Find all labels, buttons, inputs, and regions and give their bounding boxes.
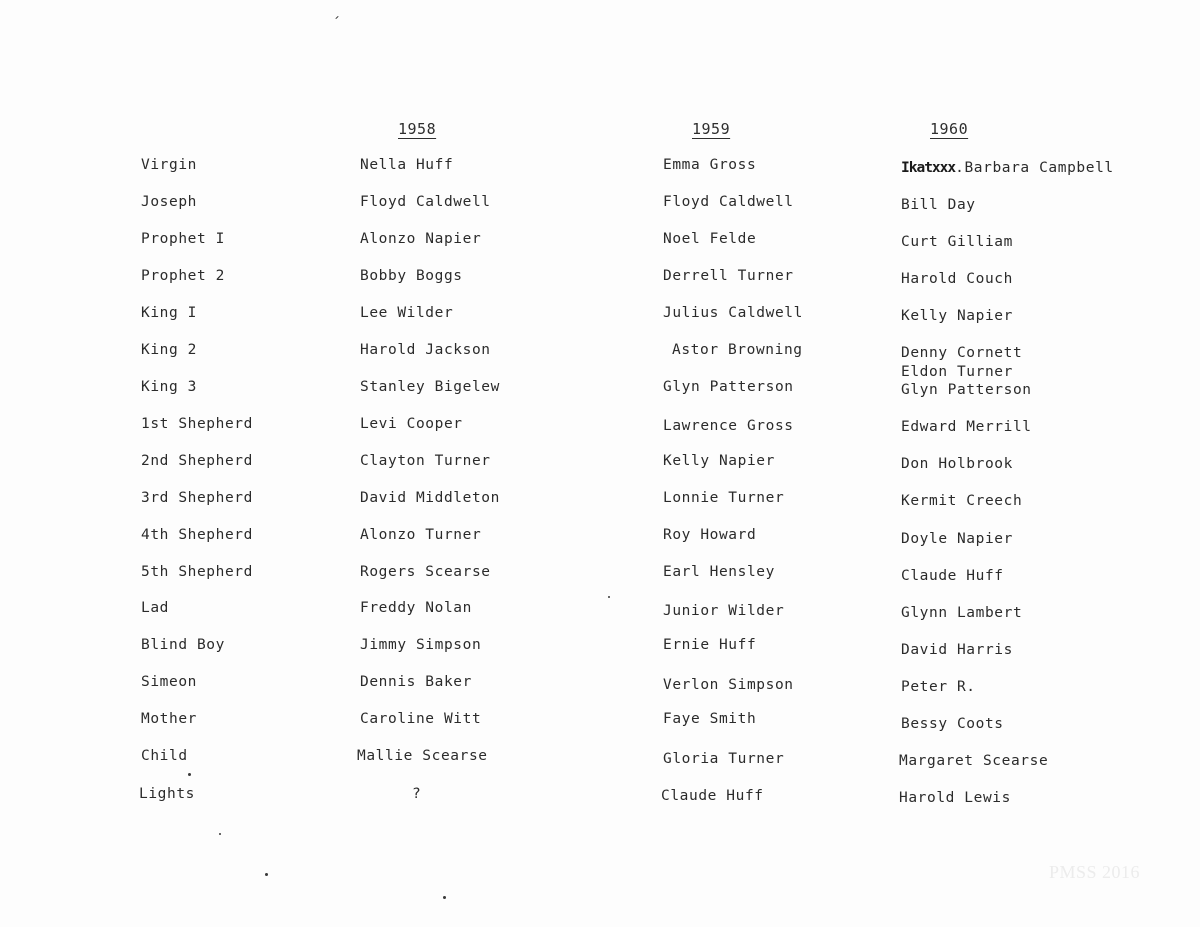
actor-1960: Barbara Campbell: [964, 160, 1114, 176]
actor-1960-cell: [901, 160, 1114, 176]
actor-1958: Freddy Nolan: [360, 600, 472, 616]
actor-1960: Edward Merrill: [901, 419, 1032, 435]
cast-row-5th-shepherd: [0, 564, 1200, 588]
cast-row-prophet-1: [0, 231, 1200, 255]
role-label: Simeon: [141, 674, 197, 690]
cast-row-virgin: [0, 157, 1200, 181]
actor-1958: Lee Wilder: [360, 305, 454, 321]
actor-1958: Jimmy Simpson: [360, 637, 482, 653]
cast-row-mother: [0, 711, 1200, 735]
role-label: Joseph: [141, 194, 197, 210]
scan-speck: [265, 873, 268, 876]
actor-1959: Verlon Simpson: [663, 677, 794, 693]
archive-watermark: PMSS 2016: [1048, 862, 1140, 882]
actor-1958: Stanley Bigelew: [360, 379, 500, 395]
actor-1960: Harold Couch: [901, 271, 1013, 287]
actor-1959: Ernie Huff: [663, 637, 757, 653]
role-label: Virgin: [141, 157, 197, 173]
actor-1959: Julius Caldwell: [663, 305, 803, 321]
actor-1960: Denny Cornett: [901, 345, 1023, 361]
cast-row-lad: [0, 600, 1200, 624]
year-heading-1958: 1958: [398, 120, 437, 138]
actor-1958: David Middleton: [360, 490, 500, 506]
actor-1959: Floyd Caldwell: [663, 194, 794, 210]
year-heading-1959: 1959: [692, 120, 731, 138]
actor-1960: Claude Huff: [901, 568, 1004, 584]
actor-1959: Gloria Turner: [663, 751, 785, 767]
role-label: King I: [141, 305, 197, 321]
actor-1958: Rogers Scearse: [360, 564, 491, 580]
cast-row-simeon: [0, 674, 1200, 698]
actor-1960: Kermit Creech: [901, 493, 1023, 509]
role-label: 4th Shepherd: [141, 527, 253, 543]
role-label: Prophet I: [141, 231, 225, 247]
scan-speck: [443, 896, 446, 899]
role-label: Blind Boy: [141, 637, 225, 653]
actor-1960: Doyle Napier: [901, 531, 1013, 547]
cast-row-prophet-2: [0, 268, 1200, 292]
cast-row-4th-shepherd: [0, 527, 1200, 551]
actor-1958: Alonzo Turner: [360, 527, 482, 543]
actor-1958: Bobby Boggs: [360, 268, 463, 284]
actor-1960-added-above: Eldon Turner: [901, 364, 1013, 380]
role-label: Child: [141, 748, 188, 764]
actor-1958: Levi Cooper: [360, 416, 463, 432]
cast-row-king-1: [0, 305, 1200, 329]
actor-1959: Lawrence Gross: [663, 418, 794, 434]
actor-1958: Nella Huff: [360, 157, 454, 173]
role-label: Prophet 2: [141, 268, 225, 284]
actor-1959: Emma Gross: [663, 157, 757, 173]
actor-1959: Astor Browning: [672, 342, 803, 358]
actor-1959: Noel Felde: [663, 231, 757, 247]
actor-1958: Clayton Turner: [360, 453, 491, 469]
role-label: 1st Shepherd: [141, 416, 253, 432]
cast-row-blind-boy: [0, 637, 1200, 661]
cast-row-child: [0, 748, 1200, 772]
actor-1959: Kelly Napier: [663, 453, 775, 469]
cast-row-lights: [0, 786, 1200, 810]
role-label: 2nd Shepherd: [141, 453, 253, 469]
actor-1958: Floyd Caldwell: [360, 194, 491, 210]
actor-1960: Glyn Patterson: [901, 382, 1032, 398]
scan-speck: [219, 833, 221, 835]
actor-1959: Faye Smith: [663, 711, 757, 727]
role-label: Lad: [141, 600, 169, 616]
actor-1958: Caroline Witt: [360, 711, 482, 727]
actor-1958: ?: [412, 786, 422, 802]
role-label: 5th Shepherd: [141, 564, 253, 580]
actor-1960: Bill Day: [901, 197, 976, 213]
actor-1959: Roy Howard: [663, 527, 757, 543]
actor-1960: Peter R.: [901, 679, 976, 695]
role-label: 3rd Shepherd: [141, 490, 253, 506]
role-label: King 2: [141, 342, 197, 358]
scan-speck: [608, 596, 610, 598]
cast-row-joseph: [0, 194, 1200, 218]
cast-row-1st-shepherd: [0, 416, 1200, 440]
year-heading-1960: 1960: [930, 120, 969, 138]
actor-1958: Harold Jackson: [360, 342, 491, 358]
actor-1958: Dennis Baker: [360, 674, 472, 690]
struck-out-text: Ikatxxx: [901, 160, 956, 176]
actor-1960: Margaret Scearse: [899, 753, 1049, 769]
cast-row-king-3: [0, 364, 1200, 403]
actor-1960: Harold Lewis: [899, 790, 1011, 806]
actor-1960: Don Holbrook: [901, 456, 1013, 472]
scan-speck: [188, 773, 191, 776]
actor-1959: Earl Hensley: [663, 564, 775, 580]
role-label: Mother: [141, 711, 197, 727]
actor-1959: Lonnie Turner: [663, 490, 785, 506]
actor-1960-separator: .: [955, 160, 965, 176]
role-label: King 3: [141, 379, 197, 395]
actor-1959: Junior Wilder: [663, 603, 785, 619]
actor-1960: Curt Gilliam: [901, 234, 1013, 250]
actor-1958: Alonzo Napier: [360, 231, 482, 247]
actor-1960: Kelly Napier: [901, 308, 1013, 324]
actor-1960: Glynn Lambert: [901, 605, 1023, 621]
actor-1959: Glyn Patterson: [663, 379, 794, 395]
actor-1959: Claude Huff: [661, 788, 764, 804]
actor-1960-stack: [901, 363, 1032, 399]
actor-1958: Mallie Scearse: [357, 748, 488, 764]
actor-1959: Derrell Turner: [663, 268, 794, 284]
actor-1960: Bessy Coots: [901, 716, 1004, 732]
cast-row-3rd-shepherd: [0, 490, 1200, 514]
role-label: Lights: [139, 786, 195, 802]
actor-1960: David Harris: [901, 642, 1013, 658]
cast-row-2nd-shepherd: [0, 453, 1200, 477]
